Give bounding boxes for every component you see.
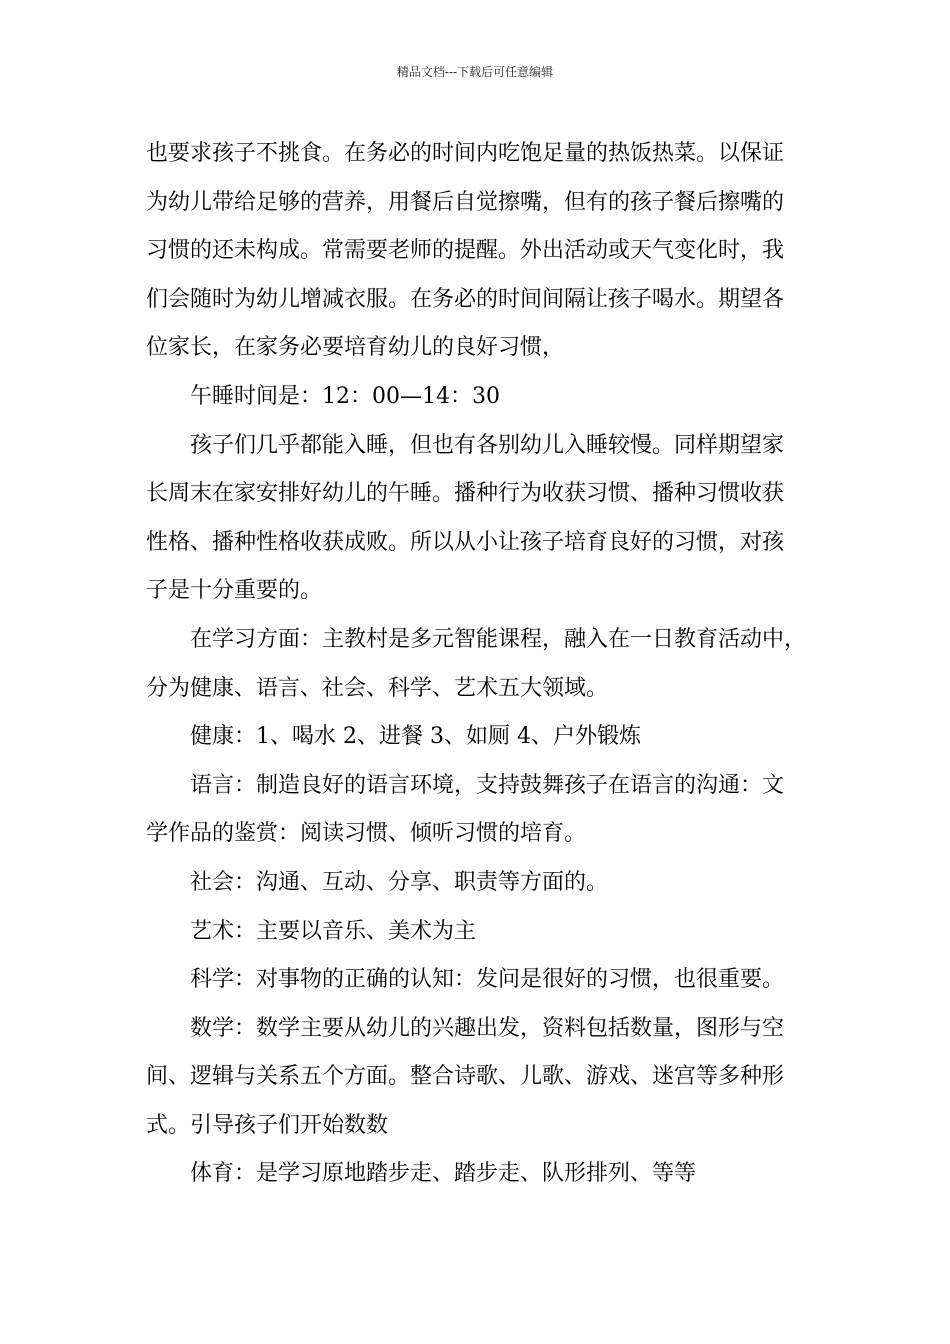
text-line: 学作品的鉴赏：阅读习惯、倾听习惯的培育。 [146, 821, 587, 847]
text-line: 位家长，在家务必要培育幼儿的良好习惯， [146, 335, 565, 361]
text-line: 社会：沟通、互动、分享、职责等方面的。 [190, 869, 609, 895]
text-line: 式。引导孩子们开始数数 [146, 1112, 389, 1138]
text-line: 长周末在家安排好幼儿的午睡。播种行为收获习惯、播种习惯收获 [146, 481, 785, 507]
text-line: 习惯的还未构成。常需要老师的提醒。外出活动或天气变化时，我 [146, 238, 785, 264]
page-header: 精品文档---下载后可任意编辑 [396, 65, 554, 79]
document-body [146, 130, 814, 1199]
text-line: 艺术：主要以音乐、美术为主 [190, 918, 477, 944]
text-line: 在学习方面：主教村是多元智能课程，融入在一日教育活动中， [190, 626, 807, 652]
text-line: 子是十分重要的。 [146, 578, 323, 604]
text-line: 们会随时为幼儿增减衣服。在务必的时间间隔让孩子喝水。期望各 [146, 286, 785, 312]
text-line: 性格、播种性格收获成败。所以从小让孩子培育良好的习惯，对孩 [146, 529, 785, 555]
text-line: 数学：数学主要从幼儿的兴趣出发，资料包括数量，图形与空 [190, 1015, 785, 1041]
text-line: 健康：1、喝水 2、进餐 3、如厕 4、户外锻炼 [190, 724, 641, 750]
text-line: 语言：制造良好的语言环境，支持鼓舞孩子在语言的沟通：文 [190, 772, 785, 798]
text-line: 孩子们几乎都能入睡，但也有各别幼儿入睡较慢。同样期望家 [190, 432, 785, 458]
text-line: 间、逻辑与关系五个方面。整合诗歌、儿歌、游戏、迷宫等多种形 [146, 1064, 785, 1090]
text-line: 午睡时间是：12：00—14：30 [190, 383, 500, 409]
text-line: 也要求孩子不挑食。在务必的时间内吃饱足量的热饭热菜。以保证 [146, 141, 785, 166]
text-line: 科学：对事物的正确的认知：发问是很好的习惯，也很重要。 [190, 967, 785, 993]
text-line: 分为健康、语言、社会、科学、艺术五大领域。 [146, 675, 609, 701]
text-line: 为幼儿带给足够的营养，用餐后自觉擦嘴，但有的孩子餐后擦嘴的 [146, 189, 785, 215]
text-line: 体育：是学习原地踏步走、踏步走、队形排列、等等 [190, 1161, 697, 1187]
